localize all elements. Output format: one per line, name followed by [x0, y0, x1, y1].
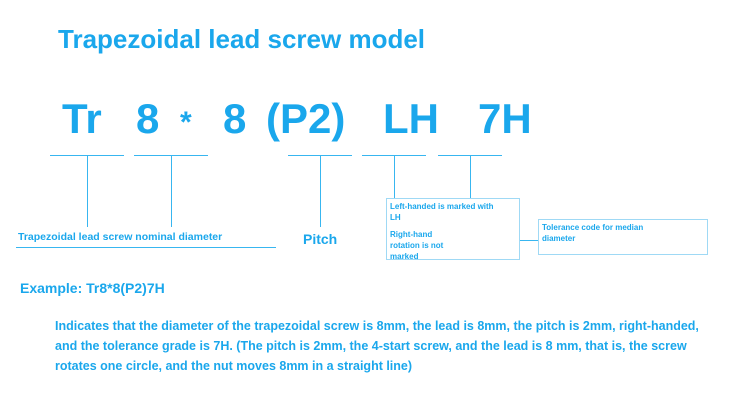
code-token-tr: Tr [62, 95, 102, 142]
leader-vertical-hand [394, 155, 395, 200]
code-token-lead: 8 [223, 95, 247, 142]
callout-tolerance-box [538, 219, 708, 255]
leader-vertical-lead [171, 155, 172, 227]
leader-vertical-pitch [320, 155, 321, 227]
callout-tolerance-line2: diameter [542, 234, 576, 243]
callout-handedness-line2: LH [390, 213, 401, 222]
code-token-hand: LH [383, 95, 439, 142]
leader-vertical-diameter [87, 155, 88, 227]
callout-handedness-line4: rotation is not [390, 241, 444, 250]
rule-diameter-label [16, 247, 276, 248]
code-token-tolerance: 7H [478, 95, 532, 142]
code-token-diameter: 8 [136, 95, 160, 142]
callout-handedness-line1: Left-handed is marked with [390, 202, 494, 211]
callout-handedness-line5: marked [390, 252, 419, 261]
model-code-row [58, 96, 658, 146]
callout-pitch: Pitch [303, 231, 338, 247]
example-heading: Example: Tr8*8(P2)7H [20, 280, 165, 296]
callout-nominal-diameter: Trapezoidal lead screw nominal diameter [18, 231, 223, 243]
example-description: Indicates that the diameter of the trapezoidal screw is 8mm, the lead is 8mm, the pitch is 2mm, right-handed, and the tolerance grade is 7H. (The pitch is 2mm, the 4-start screw, and the lead is 8 mm, that is, the screw rotates one circle, and the nut moves 8mm in a straight line) [55, 319, 699, 373]
callout-tolerance-line1: Tolerance code for median [542, 223, 644, 232]
callout-handedness-box [386, 198, 520, 260]
code-token-pitch: (P2) [266, 95, 346, 142]
page-title: Trapezoidal lead screw model [58, 24, 426, 54]
callout-handedness-line3: Right-hand [390, 230, 433, 239]
code-token-star: * [180, 106, 192, 139]
